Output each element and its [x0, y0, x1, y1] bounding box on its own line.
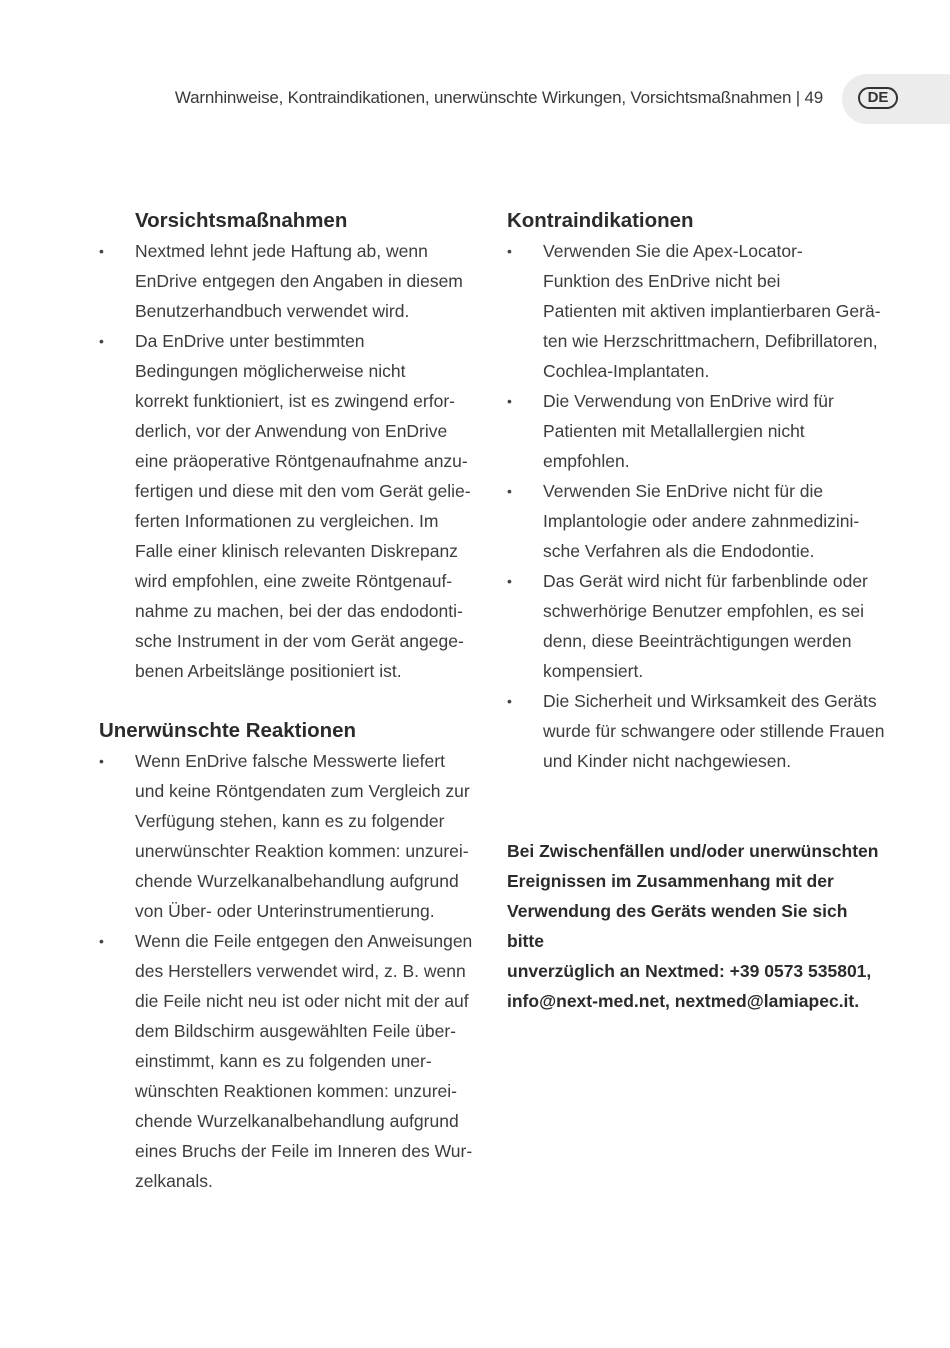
precautions-list [99, 236, 479, 686]
right-column [507, 206, 887, 1016]
adverse-reactions-list [99, 746, 479, 1196]
list-item: • Verwenden Sie die Apex-Locator- Funktion des EnDrive nicht bei Patienten mit aktiven implantierbaren Gerä- ten wie Herzschrittmachern, Defibrillatoren, Cochlea-Implantaten. [507, 236, 887, 386]
list-item: • Verwenden Sie EnDrive nicht für die Implantologie oder andere zahnmedizini- sche Verfahren als die Endodontie. [507, 476, 887, 566]
language-badge: DE [858, 87, 898, 109]
adverse-reactions-heading: Unerwünschte Reaktionen [99, 719, 357, 742]
left-column [99, 206, 479, 1196]
contraindications-list [507, 236, 887, 776]
list-item: • Das Gerät wird nicht für farbenblinde oder schwerhörige Benutzer empfohlen, es sei denn, diese Beeinträchtigungen werden kompensiert. [507, 566, 887, 686]
precautions-heading: Vorsichtsmaßnahmen [135, 209, 348, 232]
list-item: • Da EnDrive unter bestimmten Bedingungen möglicherweise nicht korrekt funktioniert, ist es zwingend erfor- derlich, vor der Anwendung von EnDrive eine präoperative Röntgenaufnahme anzu- fertigen und diese mit den vom Gerät gelie- ferten Informationen zu vergleichen. Im Falle einer klinisch relevanten Diskrepanz wird empfohlen, eine zweite Röntgenauf- nahme zu machen, bei der das endodonti- sche Instrument in der vom Gerät angege- benen Arbeitslänge positioniert ist. [99, 326, 479, 686]
list-item: • Nextmed lehnt jede Haftung ab, wenn EnDrive entgegen den Angaben in diesem Benutzerhandbuch verwendet wird. [99, 236, 479, 326]
language-tab [842, 74, 950, 124]
incident-contact-notice: Bei Zwischenfällen und/oder unerwünschten Ereignissen im Zusammenhang mit der Verwendung des Geräts wenden Sie sich bitte unverzüglich an Nextmed: +39 0573 535801, info@next-med.net, nextmed@lamiapec.it. [507, 841, 879, 1011]
list-item: • Wenn die Feile entgegen den Anweisungen des Herstellers verwendet wird, z. B. wenn die Feile nicht neu ist oder nicht mit der auf dem Bildschirm ausgewählten Feile über- einstimmt, kann es zu folgenden uner- wünschten Reaktionen kommen: unzurei- chende Wurzelkanalbehandlung aufgrund eines Bruchs der Feile im Inneren des Wur- zelkanals. [99, 926, 479, 1196]
list-item: • Die Verwendung von EnDrive wird für Patienten mit Metallallergien nicht empfohlen. [507, 386, 887, 476]
contraindications-heading: Kontraindikationen [507, 209, 694, 232]
list-item: • Wenn EnDrive falsche Messwerte liefert und keine Röntgendaten zum Vergleich zur Verfügung stehen, kann es zu folgender unerwünschter Reaktion kommen: unzurei- chende Wurzelkanalbehandlung aufgrund von Über- oder Unterinstrumentierung. [99, 746, 479, 926]
list-item: • Die Sicherheit und Wirksamkeit des Geräts wurde für schwangere oder stillende Frauen und Kinder nicht nachgewiesen. [507, 686, 887, 776]
page-header-title: Warnhinweise, Kontraindikationen, unerwünschte Wirkungen, Vorsichtsmaßnahmen | 49 [174, 88, 823, 107]
